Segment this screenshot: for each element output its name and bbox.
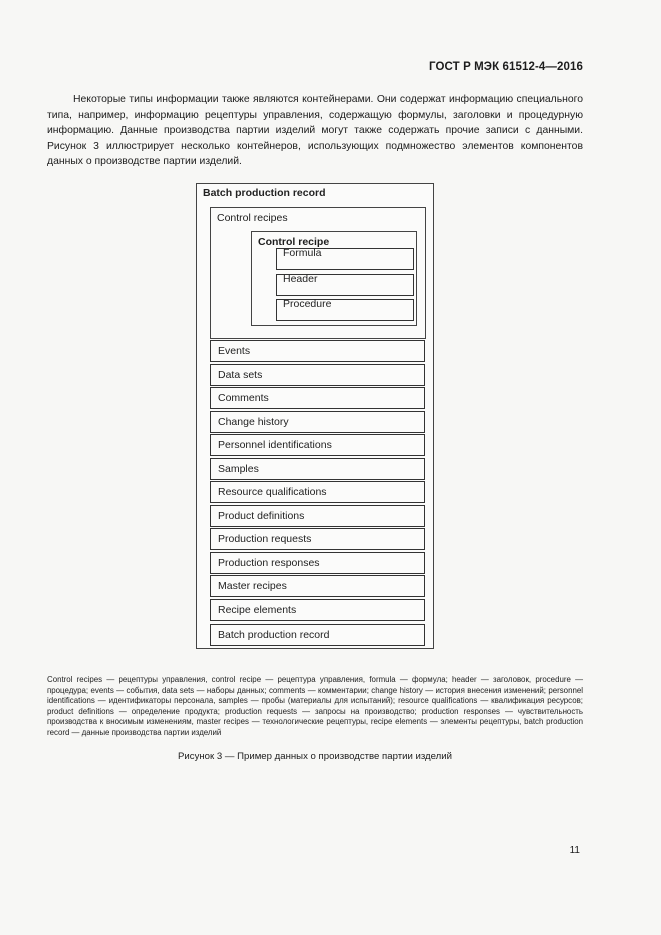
control-recipes-container	[210, 207, 426, 339]
list-item: Resource qualifications	[210, 481, 425, 503]
formula-box: Formula	[276, 248, 414, 270]
list-item: Production requests	[210, 528, 425, 550]
list-item: Master recipes	[210, 575, 425, 597]
list-item: Data sets	[210, 364, 425, 386]
control-recipe-container	[251, 231, 417, 326]
list-item: Personnel identifications	[210, 434, 425, 456]
list-item: Batch production record	[210, 624, 425, 646]
list-item: Samples	[210, 458, 425, 480]
page-number: 11	[569, 845, 580, 856]
control-recipe-label: Control recipe	[258, 236, 330, 248]
figure-legend: Control recipes — рецептуры управления, control recipe — рецептура управления, formula — формула; header — заголовок, procedure — процедура; events — события, data sets — наборы данных; comments — комментарии; change history — история внесения изменений; personnel identifications — идентификаторы персонала, samples — пробы (материалы для испытаний); resource qualifications — квалификация ресурсов; product definitions — определение продукта; production requests — запросы на производство; production responses — чувствительность производства к вносимым изменениям, master recipes — технологические рецептуры, recipe elements — элементы рецептуры, batch production record — данные производства партии изделий	[47, 675, 583, 737]
body-paragraph: Некоторые типы информации также являются контейнерами. Они содержат информацию специального типа, например, информацию рецептуры управления, содержащую формулы, заголовки и процедурную информацию. Данные производства партии изделий могут также содержать прочие записи с данными. Рисунок 3 иллюстрирует несколько контейнеров, использующих подмножество элементов компонентов данных о производстве партии изделий.	[47, 94, 583, 167]
list-item: Recipe elements	[210, 599, 425, 621]
list-item: Production responses	[210, 552, 425, 574]
list-item: Product definitions	[210, 505, 425, 527]
control-recipes-label: Control recipes	[217, 212, 288, 224]
list-item: Comments	[210, 387, 425, 409]
batch-record-figure	[196, 183, 434, 649]
figure-caption: Рисунок 3 — Пример данных о производстве партии изделий	[178, 751, 452, 762]
standard-header: ГОСТ Р МЭК 61512-4—2016	[429, 61, 583, 73]
list-item: Change history	[210, 411, 425, 433]
header-box: Header	[276, 274, 414, 296]
figure-title: Batch production record	[203, 187, 326, 199]
procedure-box: Procedure	[276, 299, 414, 321]
list-item: Events	[210, 340, 425, 362]
